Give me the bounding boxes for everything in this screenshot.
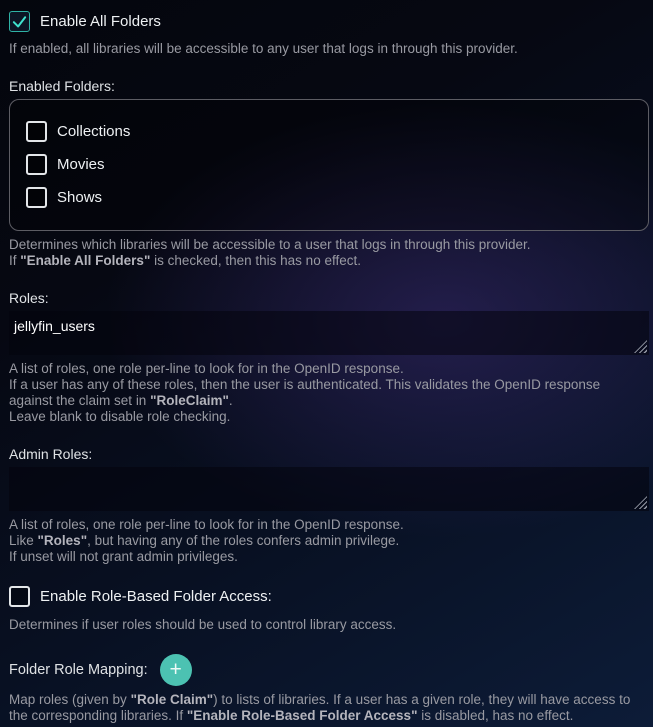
folder-checkbox-movies[interactable] (26, 154, 632, 175)
admin-roles-textarea-wrap (9, 467, 649, 511)
roles-label: Roles: (9, 290, 49, 306)
enable-all-folders-field (9, 11, 649, 57)
roles-field (9, 290, 649, 425)
folder-role-mapping-row (9, 654, 649, 686)
admin-roles-description: A list of roles, one role per-line to look for in the OpenID response. Like "Roles", but having any of the roles confers admin privilege. If unset will not grant admin privileges. (9, 517, 404, 564)
folder-checkbox-collections[interactable] (26, 121, 632, 142)
folder-label: Collections (57, 123, 131, 140)
checkbox-unchecked-icon (26, 121, 47, 142)
role-based-folder-access-description: Determines if user roles should be used to control library access. (9, 617, 397, 632)
checkbox-unchecked-icon (26, 154, 47, 175)
roles-description: A list of roles, one role per-line to look for in the OpenID response. If a user has any of these roles, then the user is authenticated. This validates the OpenID response against the claim set in "RoleClaim". Leave blank to disable role checking. (9, 361, 601, 424)
admin-roles-label: Admin Roles: (9, 446, 93, 462)
role-based-folder-access-label: Enable Role-Based Folder Access: (40, 588, 272, 605)
checkbox-checked-icon (9, 11, 30, 32)
checkbox-unchecked-icon (26, 187, 47, 208)
enable-all-folders-label: Enable All Folders (40, 13, 161, 30)
folder-checkbox-shows[interactable] (26, 187, 632, 208)
folder-role-mapping-label: Folder Role Mapping: (9, 662, 148, 678)
role-based-folder-access-field (9, 586, 649, 633)
enabled-folders-field (9, 78, 649, 269)
roles-textarea-wrap (9, 311, 649, 355)
enabled-folders-description: Determines which libraries will be accessible to a user that logs in through this provider. If "Enable All Folders" is checked, then this has no effect. (9, 237, 531, 268)
checkbox-unchecked-icon (9, 586, 30, 607)
plus-icon: + (169, 657, 182, 681)
folder-label: Movies (57, 156, 105, 173)
folder-role-mapping-field (9, 654, 649, 724)
roles-input[interactable] (9, 311, 649, 355)
enabled-folders-label: Enabled Folders: (9, 78, 115, 94)
enable-all-folders-description: If enabled, all libraries will be accessible to any user that logs in through this provider. (9, 41, 518, 56)
enabled-folders-list (9, 99, 649, 231)
folder-role-mapping-description: Map roles (given by "Role Claim") to lists of libraries. If a user has a given role, they will have access to the corresponding libraries. If "Enable Role-Based Folder Access" is disabled, has no effect. (9, 692, 631, 723)
role-based-folder-access-checkbox[interactable] (9, 586, 272, 607)
admin-roles-field (9, 446, 649, 565)
folder-label: Shows (57, 189, 103, 206)
add-folder-role-mapping-button[interactable] (160, 654, 192, 686)
enable-all-folders-checkbox[interactable] (9, 11, 161, 32)
admin-roles-input[interactable] (9, 467, 649, 511)
